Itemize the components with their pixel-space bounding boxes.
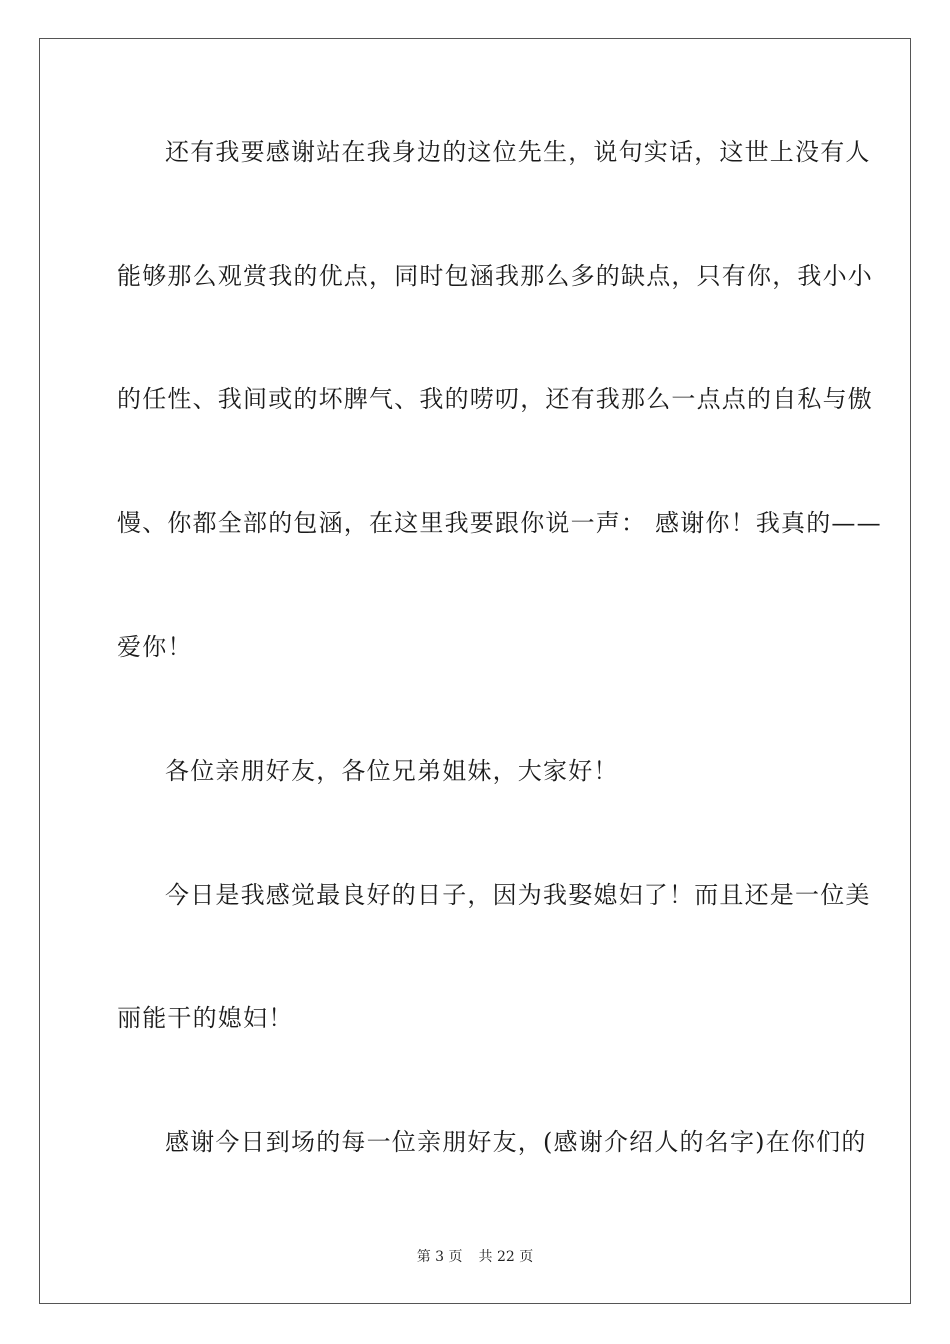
page-border [39,38,911,1304]
text-line-5: 爱你！ [117,633,193,661]
text-line-6: 各位亲朋好友，各位兄弟姐妹，大家好！ [165,757,619,785]
text-line-9: 感谢今日到场的每一位亲朋好友，(感谢介绍人的名字)在你们的 [165,1128,867,1156]
text-line-1: 还有我要感谢站在我身边的这位先生，说句实话，这世上没有人 [165,138,871,166]
page-total: 共 22 页 [478,1249,534,1265]
text-line-7: 今日是我感觉最良好的日子，因为我娶媳妇了！而且还是一位美 [165,881,871,909]
text-line-4: 慢、你都全部的包涵，在这里我要跟你说一声： 感谢你！我真的—— [117,509,882,537]
text-line-8: 丽能干的媳妇！ [117,1004,294,1032]
text-line-2: 能够那么观赏我的优点，同时包涵我那么多的缺点，只有你，我小小 [117,262,873,290]
text-line-3: 的任性、我间或的坏脾气、我的唠叨，还有我那么一点点的自私与傲 [117,385,873,413]
page-number: 第 3 页 [416,1249,463,1265]
page-footer [0,1247,950,1267]
